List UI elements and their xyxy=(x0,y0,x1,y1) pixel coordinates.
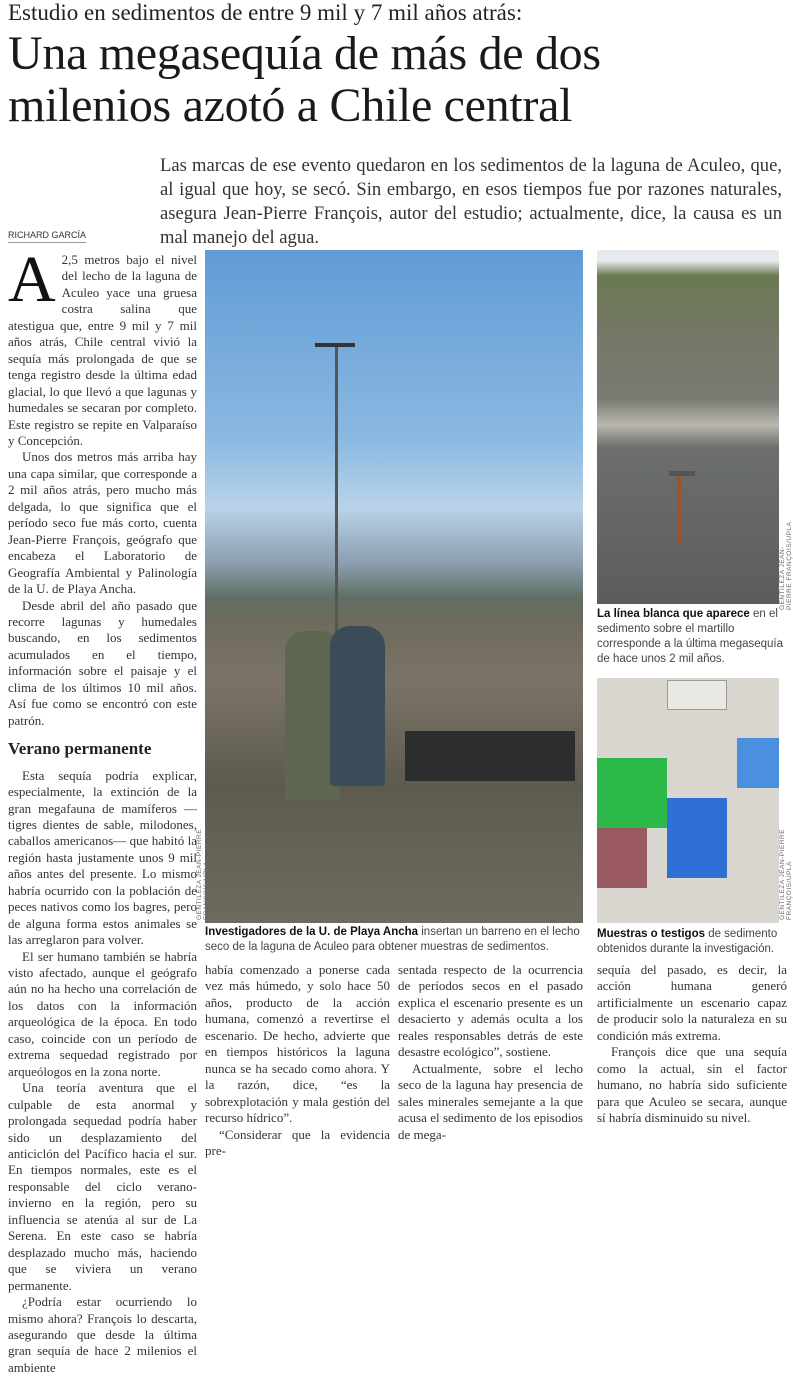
caption-text: en el sedimento sobre el martillo corresponde a la última megasequía de hace unos 2 mil años. xyxy=(597,608,784,665)
caption-text: de sedimento obtenidos durante la investigación. xyxy=(597,928,778,955)
paragraph: Una teoría aventura que el culpable de esta anormal y prolongada sequedad podría haber sido un desplazamiento del anticiclón del Pacífico hacia el sur. En tiempos normales, este es el responsable del ciclo verano-invierno en la región, pero su influencia se atenúa al sur de La Serena. En este caso se habría desplazado mucho más, haciendo que se viviera un verano permanente. xyxy=(8,1080,197,1293)
paragraph: ¿Podría estar ocurriendo lo mismo ahora? François lo descarta, asegurando que desde la última gran sequía de hace 2 milenios el ambiente xyxy=(8,1294,197,1375)
person-blue-sleeve xyxy=(737,738,779,788)
sediment-wall-photo xyxy=(597,231,779,604)
column-3 xyxy=(398,962,583,1143)
photo-credit: GENTILEZA JEAN-PIERRE FRANÇOIS/UPLA xyxy=(779,521,793,610)
paragraph xyxy=(8,243,197,449)
person-pants xyxy=(597,828,647,888)
main-photo-caption xyxy=(205,925,585,955)
person-green-shirt xyxy=(597,758,667,828)
paragraph: Unos dos metros más arriba hay una capa similar, que corresponde a 2 mil años atrás, pero mucho más delgada, lo que significa que el período seco fue más corto, cuenta Jean-Pierre François, geógrafo que encabeza el Laboratorio de Geografía Ambiental y Palinología de la U. de Playa Ancha. xyxy=(8,449,197,597)
paragraph: “Considerar que la evidencia pre- xyxy=(205,1126,390,1158)
byline: RICHARD GARCÍA xyxy=(8,230,86,243)
auger-handle xyxy=(315,343,355,347)
paragraph: El ser humano también se habría visto afectado, aunque el geógrafo aún no ha hecho una correlación de los datos con la información arqueológica de la época. En todo caso, coincide con un período de extrema sequedad registrado por arqueólogos en la zona norte. xyxy=(8,948,197,1079)
bottom-right-caption xyxy=(597,927,787,957)
lab-device xyxy=(667,680,727,710)
column-2 xyxy=(205,962,390,1159)
column-1 xyxy=(8,243,197,1376)
paragraph: Actualmente, sobre el lecho seco de la laguna hay presencia de sales minerales semejante a la que acusa el sedimento de los episodios de mega- xyxy=(398,1060,583,1142)
paragraph: sentada respecto de la ocurrencia de períodos secos en el pasado explica el escenario presente es un desacierto y además oculta a los reales responsables detrás de este desastre ecológico”, sostiene. xyxy=(398,962,583,1060)
photo-credit: GENTILEZA JEAN-PIERRE FRANÇOIS/UPLA xyxy=(779,828,793,920)
equipment-crates xyxy=(405,731,575,781)
deck: Las marcas de ese evento quedaron en los sedimentos de la laguna de Aculeo, que, al igual que hoy, se secó. Sin embargo, en esos tiempos fue por razones naturales, asegura Jean-Pierre François, autor del estudio; actualmente, dice, la causa es un mal manejo del agua. xyxy=(160,155,782,248)
hammer-head xyxy=(669,471,695,476)
caption-bold: Muestras o testigos xyxy=(597,928,705,940)
kicker: Estudio en sedimentos de entre 9 mil y 7 mil años atrás: xyxy=(8,0,523,25)
caption-bold: Investigadores de la U. de Playa Ancha xyxy=(205,926,419,938)
subheading: Verano permanente xyxy=(8,739,152,759)
paragraph: Desde abril del año pasado que recorre lagunas y humedales buscando, en los sedimentos acumulados en el tiempo, información sobre el paisaje y el clima de los últimos 10 mil años. Así fue como se encontró con este patrón. xyxy=(8,597,197,728)
caption-text: insertan un barreno en el lecho seco de la laguna de Aculeo para obtener muestras de sedimentos. xyxy=(205,926,580,953)
headline xyxy=(8,28,601,136)
sediment-samples-photo xyxy=(597,678,779,923)
paragraph: François dice que una sequía como la actual, sin el factor humano, no habría sido suficiente para que Aculeo se secara, aunque sí habría disminuido su nivel. xyxy=(597,1044,787,1126)
drop-cap: A xyxy=(8,243,56,316)
main-photo-lagoon-researchers xyxy=(205,231,583,923)
paragraph-text: 2,5 metros bajo el nivel del lecho de la laguna de Aculeo yace una gruesa costra salina que atestigua que, entre 9 mil y 7 mil años atrás, Chile central vivió la sequía más prolongada de que se tenga registro desde la última edad glacial, lo que llevó a que lagunas y humedales se secaran por completo. Este registro se repite en Valparaíso y Concepción. xyxy=(8,252,197,448)
sample-tray xyxy=(667,798,727,878)
headline-line-2: milenios azotó a Chile central xyxy=(8,79,573,132)
photo-credit: GENTILEZA JEAN-PIERRE FRANÇOIS/UPLA xyxy=(196,828,210,920)
headline-line-1: Una megasequía de más de dos xyxy=(8,27,601,80)
caption-bold: La línea blanca que aparece xyxy=(597,608,750,620)
column-4 xyxy=(597,962,787,1127)
hammer xyxy=(677,473,681,543)
paragraph: Esta sequía podría explicar, especialmente, la extinción de la gran megafauna de mamíferos —tigres dientes de sable, milodones, caballos americanos— que habitó la región hasta justamente unos 9 mil años antes del presente. Lo mismo habría ocurrido con la población de peces nativos como los bagres, pero de alguna forma estos animales se las arreglaron para volver. xyxy=(8,767,197,948)
top-right-caption xyxy=(597,607,787,667)
paragraph: había comenzado a ponerse cada vez más húmedo, y solo hace 50 años, producto de la acción humana, comenzó a revertirse el escenario. De hecho, advierte que en tiempos históricos la laguna nunca se ha secado como ahora. Y la razón, dice, “es la sobrexplotación y mala gestión del recurso hídrico”. xyxy=(205,962,390,1126)
researcher-2 xyxy=(330,626,385,786)
paragraph: sequía del pasado, es decir, la acción humana generó artificialmente un escenario capaz de producir solo la naturaleza en su condición más extrema. xyxy=(597,962,787,1043)
